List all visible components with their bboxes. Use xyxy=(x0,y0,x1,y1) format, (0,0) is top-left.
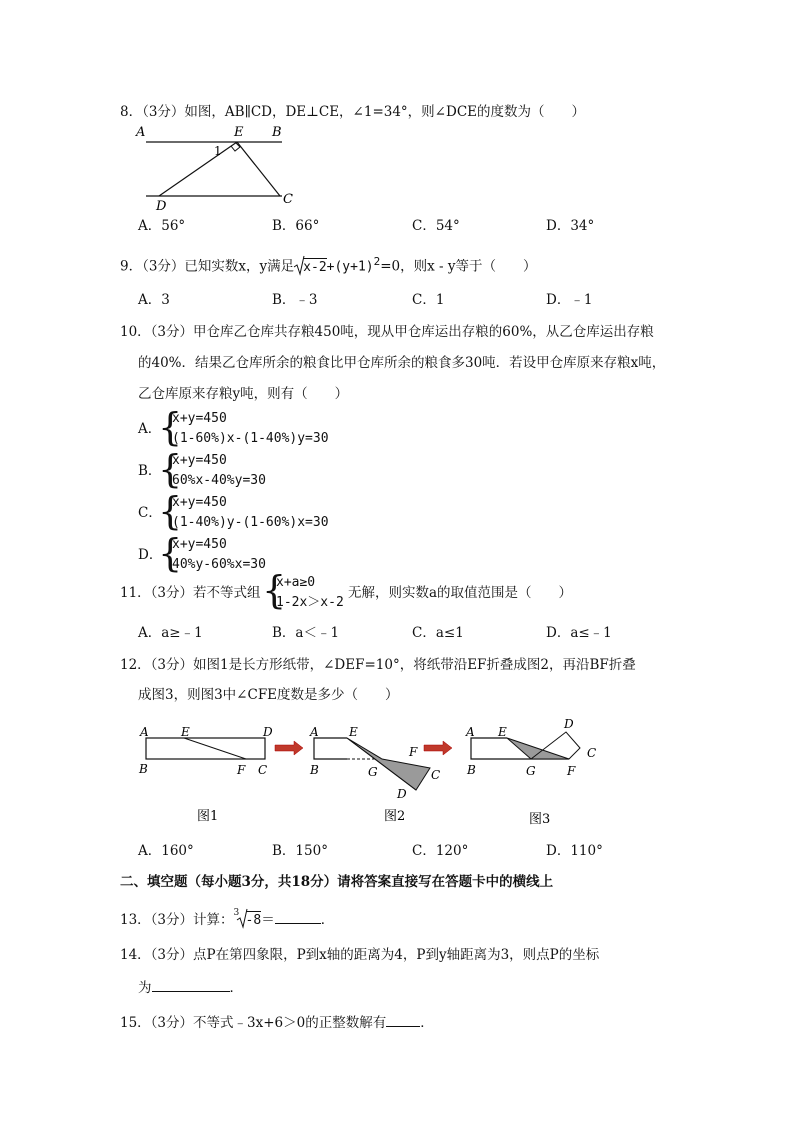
q10-option-d-eq1: x+y=450 xyxy=(172,537,227,552)
q12-caption-1: 图1 xyxy=(197,809,219,824)
q9-pre: 9．（3分）已知实数x，y满足 xyxy=(120,258,295,275)
q9-option-a[interactable]: A．3 xyxy=(138,292,170,308)
q10-option-b-label: B． xyxy=(138,463,162,479)
q12-f3-b: B xyxy=(467,763,476,777)
q12-option-a[interactable]: A．160° xyxy=(138,843,194,859)
q12-f2-d: D xyxy=(397,787,407,801)
q11-eq1: x+a≥0 xyxy=(276,575,316,590)
q8-option-d[interactable]: D．34° xyxy=(546,218,595,234)
q10-option-b-eq2: 60%x-40%y=30 xyxy=(172,473,266,488)
q10-option-d-eq2: 40%y-60%x=30 xyxy=(172,557,266,572)
q12-option-d[interactable]: D．110° xyxy=(546,843,603,859)
q12-f1-f: F xyxy=(237,763,246,777)
q14-pre: 为 xyxy=(138,980,152,996)
q11-post: 无解，则实数a的取值范围是（ ） xyxy=(348,585,573,601)
q14-answer-blank[interactable] xyxy=(152,977,230,992)
q12-option-c[interactable]: C．120° xyxy=(412,843,469,859)
q13-stem xyxy=(120,909,334,930)
q8-label-c: C xyxy=(283,192,293,207)
q12-figure xyxy=(134,712,614,832)
q10-option-a[interactable] xyxy=(138,405,338,451)
q10-option-d-brace: { xyxy=(158,531,183,575)
q8-option-c[interactable]: C．54° xyxy=(412,218,460,234)
q13-pre: 13．（3分）计算： xyxy=(120,912,234,928)
q10-option-c-label: C． xyxy=(138,505,162,521)
q12-f1-e: E xyxy=(181,725,190,739)
q12-f2-f: F xyxy=(409,745,418,759)
q10-line-1: 10．（3分）甲仓库乙仓库共存粮450吨，现从甲仓库运出存粮的60%，从乙仓库运出存粮 xyxy=(120,324,654,340)
q12-line-1: 12．（3分）如图1是长方形纸带，∠DEF=10°，将纸带沿EF折叠成图2，再沿BF折叠 xyxy=(120,657,636,673)
q11-brace: { xyxy=(262,568,287,612)
q15-end: ． xyxy=(420,1015,434,1031)
q12-f3-e: E xyxy=(498,725,507,739)
q9-option-b[interactable]: B．﹣3 xyxy=(272,292,318,308)
q8-label-1: 1 xyxy=(214,144,222,158)
q10-option-c[interactable] xyxy=(138,489,338,535)
q13-end: ． xyxy=(320,912,335,928)
q15-stem xyxy=(120,1012,434,1032)
q11-option-a[interactable]: A．a≥﹣1 xyxy=(138,625,203,641)
q10-option-b[interactable] xyxy=(138,447,338,493)
q9-option-c[interactable]: C．1 xyxy=(412,292,445,308)
q12-caption-3: 图3 xyxy=(529,812,551,827)
q8-label-a: A xyxy=(136,125,146,140)
q12-f2-a: A xyxy=(310,725,319,739)
q10-option-b-eq1: x+y=450 xyxy=(172,453,227,468)
q14-line-1: 14．（3分）点P在第四象限，P到x轴的距离为4，P到y轴距离为3，则点P的坐标 xyxy=(120,947,600,963)
q12-f2-b: B xyxy=(310,763,319,777)
q8-label-b: B xyxy=(272,125,282,140)
q10-option-a-brace: { xyxy=(158,405,183,449)
q8-option-b[interactable]: B．66° xyxy=(272,218,320,234)
q11-eq2: 1-2x＞x-2 xyxy=(276,595,344,610)
q10-option-b-brace: { xyxy=(158,447,183,491)
q10-option-a-eq1: x+y=450 xyxy=(172,411,227,426)
q12-f2-g: G xyxy=(368,765,378,779)
q13-cbrt xyxy=(233,908,262,930)
q11-option-b[interactable]: B．a＜﹣1 xyxy=(272,625,340,641)
q10-option-c-eq1: x+y=450 xyxy=(172,495,227,510)
q9-post: =0，则x - y等于（ ） xyxy=(380,258,537,275)
q9-radicand: x-2 xyxy=(303,259,327,275)
q12-line-2: 成图3，则图3中∠CFE度数是多少（ ） xyxy=(138,687,399,703)
q13-answer-blank[interactable] xyxy=(275,909,321,924)
q8-label-e: E xyxy=(234,125,244,140)
q10-option-d[interactable] xyxy=(138,531,338,577)
q12-f1-a: A xyxy=(140,725,149,739)
q12-f3-f: F xyxy=(567,764,576,778)
q12-f3-d: D xyxy=(564,717,574,731)
q9-mid: +(y+1) xyxy=(326,259,374,275)
q12-f3-c: C xyxy=(587,746,597,760)
q11-option-c[interactable]: C．a≤1 xyxy=(412,625,464,641)
q12-f3-a: A xyxy=(466,725,475,739)
q10-option-c-brace: { xyxy=(158,489,183,533)
q14-end: ． xyxy=(229,980,243,996)
q12-f1-c: C xyxy=(258,763,268,777)
q10-option-a-label: A． xyxy=(138,421,162,437)
q13-equals: ＝ xyxy=(261,912,275,928)
q12-f3-g: G xyxy=(526,764,536,778)
q9-stem xyxy=(120,253,537,277)
q10-line-2: 的40%．结果乙仓库所余的粮食比甲仓库所余的粮食多30吨．若设甲仓库原来存粮x吨， xyxy=(138,355,666,371)
q13-radicand: -8 xyxy=(245,913,262,928)
q9-option-d[interactable]: D．﹣1 xyxy=(546,292,593,308)
q12-f2-c: C xyxy=(431,768,441,782)
q10-option-d-label: D． xyxy=(138,547,163,563)
q12-option-b[interactable]: B．150° xyxy=(272,843,328,859)
q11-option-d[interactable]: D．a≤﹣1 xyxy=(546,625,612,641)
q10-line-3: 乙仓库原来存粮y吨，则有（ ） xyxy=(138,386,349,402)
q12-caption-2: 图2 xyxy=(384,809,406,824)
section-2-heading: 二、填空题（每小题3分，共18分）请将答案直接写在答题卡中的横线上 xyxy=(120,874,554,890)
q8-label-d: D xyxy=(156,199,167,214)
q10-option-a-eq2: (1-60%)x-(1-40%)y=30 xyxy=(172,431,329,446)
q12-f1-b: B xyxy=(139,762,148,776)
q11-pre: 11．（3分）若不等式组 xyxy=(120,585,261,601)
q12-f1-d: D xyxy=(263,725,273,739)
q8-option-a[interactable]: A．56° xyxy=(138,218,186,234)
q14-line-2 xyxy=(138,977,243,997)
q9-sqrt xyxy=(294,258,326,277)
q15-pre: 15．（3分）不等式﹣3x+6＞0的正整数解有 xyxy=(120,1015,387,1031)
q12-f2-e: E xyxy=(349,725,358,739)
q8-figure xyxy=(132,125,312,214)
q9-exp: 2 xyxy=(373,255,381,268)
q10-option-c-eq2: (1-40%)y-(1-60%)x=30 xyxy=(172,515,329,530)
q13-index: 3 xyxy=(233,908,240,918)
q15-answer-blank[interactable] xyxy=(386,1012,420,1027)
q8-stem: 8．（3分）如图，AB∥CD，DE⊥CE，∠1=34°，则∠DCE的度数为（ ） xyxy=(120,104,586,120)
